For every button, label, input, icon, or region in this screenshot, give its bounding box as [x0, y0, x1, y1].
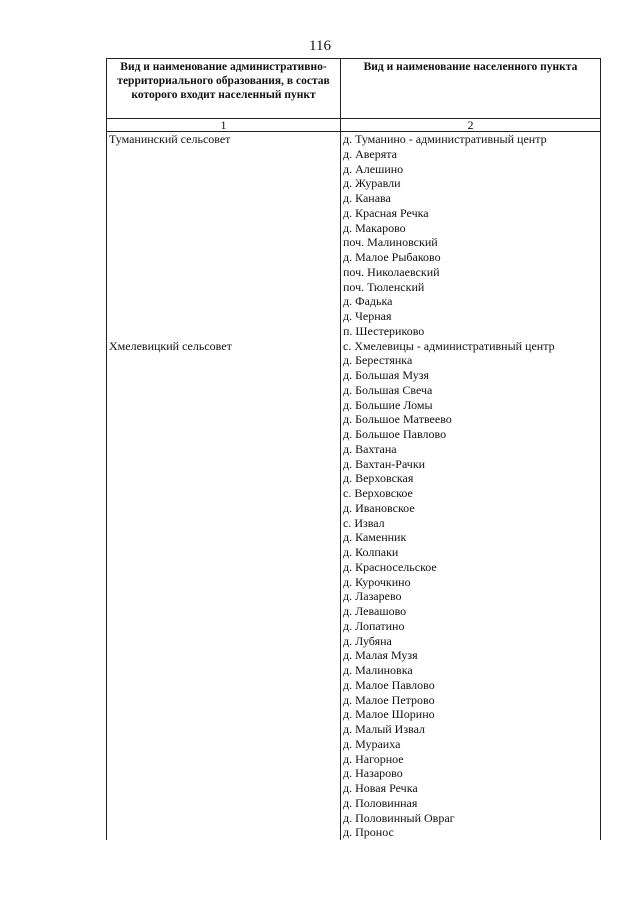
settlement-entry: д. Большие Ломы — [343, 397, 433, 412]
settlement-entry: д. Большое Павлово — [343, 427, 447, 441]
settlement-entry: с. Хмелевицы - административный центр — [343, 338, 555, 353]
settlement-entry: д. Назарово — [343, 766, 403, 781]
council-spacer — [109, 383, 340, 398]
column-number-2: 2 — [341, 119, 601, 132]
settlement-entry: д. Верховская — [343, 471, 414, 486]
council-spacer — [109, 221, 340, 236]
council-name: Туманинский сельсовет — [109, 132, 231, 146]
council-spacer — [109, 796, 340, 811]
settlement-entry: д. Макарово — [343, 220, 406, 235]
settlement-entry: д. Мураиха — [343, 736, 401, 751]
settlement-entry: д. Берестянка — [343, 353, 413, 368]
page-number: 116 — [309, 38, 331, 54]
settlement-entry: поч. Малиновский — [343, 235, 438, 250]
header-settlement: Вид и наименование населенного пункта — [341, 59, 601, 119]
settlement-entry: д. Колпаки — [343, 545, 399, 559]
council-column — [107, 132, 341, 841]
settlement-entry: д. Красная Речка — [343, 205, 429, 220]
council-spacer — [109, 471, 340, 486]
council-spacer — [109, 309, 340, 324]
settlement-entry: д. Вахтан-Рачки — [343, 456, 426, 471]
settlement-column — [341, 132, 601, 841]
council-spacer — [109, 368, 340, 383]
council-spacer — [109, 235, 340, 250]
council-spacer — [109, 427, 340, 442]
council-spacer — [109, 324, 340, 339]
council-spacer — [109, 766, 340, 781]
settlement-entry: д. Туманино - административный центр — [343, 132, 547, 146]
settlement-entry: д. Каменник — [343, 530, 407, 545]
settlement-entry: д. Малая Музя — [343, 648, 418, 663]
council-spacer — [109, 162, 340, 177]
council-spacer — [109, 707, 340, 722]
settlement-entry: д. Малый Извал — [343, 722, 426, 736]
council-name: Хмелевицкий сельсовет — [109, 338, 232, 353]
settlement-entry: д. Большое Матвеево — [343, 412, 452, 427]
council-spacer — [109, 693, 340, 708]
settlement-entry: д. Курочкино — [343, 574, 411, 589]
council-spacer — [109, 575, 340, 590]
council-spacer — [109, 737, 340, 752]
council-spacer — [109, 294, 340, 309]
settlement-entry: д. Фадька — [343, 294, 393, 309]
settlement-entry: поч. Николаевский — [343, 264, 440, 279]
settlement-entry: д. Малое Шорино — [343, 707, 435, 722]
council-spacer — [109, 825, 340, 840]
council-spacer — [109, 398, 340, 413]
council-spacer — [109, 678, 340, 693]
settlement-entry: д. Лазарево — [343, 589, 402, 604]
council-spacer — [109, 442, 340, 457]
council-spacer — [109, 353, 340, 368]
settlement-entry: д. Черная — [343, 309, 392, 323]
settlement-entry: д. Новая Речка — [343, 781, 418, 795]
council-spacer — [109, 634, 340, 649]
council-spacer — [109, 265, 340, 280]
settlement-entry: с. Верховское — [343, 486, 413, 500]
council-spacer — [109, 501, 340, 516]
council-spacer — [109, 604, 340, 619]
settlement-entry: д. Журавли — [343, 176, 401, 191]
council-spacer — [109, 516, 340, 531]
settlement-entry: д. Канава — [343, 191, 391, 205]
settlement-entry: д. Аверята — [343, 146, 397, 161]
council-spacer — [109, 191, 340, 206]
settlement-entry: д. Малиновка — [343, 663, 413, 677]
council-spacer — [109, 811, 340, 826]
council-spacer — [109, 560, 340, 575]
settlement-entry: д. Левашово — [343, 604, 407, 618]
settlement-entry: д. Алешино — [343, 161, 404, 176]
council-spacer — [109, 648, 340, 663]
council-spacer — [109, 619, 340, 634]
council-spacer — [109, 589, 340, 604]
settlement-entry: д. Нагорное — [343, 751, 404, 766]
council-spacer — [109, 147, 340, 162]
settlement-entry: д. Большая Свеча — [343, 382, 433, 397]
council-spacer — [109, 722, 340, 737]
settlement-entry: д. Пронос — [343, 825, 394, 840]
settlement-entry: д. Большая Музя — [343, 368, 430, 382]
header-admin-unit: Вид и наименование административно-территориального образования, в состав которого входит населенный пункт — [107, 59, 341, 119]
settlement-entry: д. Малое Петрово — [343, 692, 435, 707]
council-spacer — [109, 206, 340, 221]
settlement-entry: д. Красносельское — [343, 559, 437, 574]
settlements-table — [106, 58, 601, 840]
council-spacer — [109, 781, 340, 796]
council-spacer — [109, 250, 340, 265]
settlement-entry: п. Шестериково — [343, 323, 425, 338]
settlement-entry: д. Малое Рыбаково — [343, 250, 441, 264]
settlement-entry: д. Вахтана — [343, 441, 397, 456]
council-spacer — [109, 752, 340, 767]
column-number-1: 1 — [107, 119, 341, 132]
council-spacer — [109, 412, 340, 427]
council-spacer — [109, 457, 340, 472]
council-spacer — [109, 545, 340, 560]
council-spacer — [109, 176, 340, 191]
council-spacer — [109, 486, 340, 501]
settlement-entry: д. Лубяна — [343, 633, 392, 648]
council-spacer — [109, 663, 340, 678]
settlement-entry: д. Ивановское — [343, 500, 415, 515]
settlement-entry: д. Малое Павлово — [343, 677, 435, 692]
council-spacer — [109, 530, 340, 545]
council-spacer — [109, 280, 340, 295]
settlement-entry: с. Извал — [343, 515, 385, 530]
settlement-entry: д. Половинная — [343, 795, 418, 810]
settlement-entry: д. Лопатино — [343, 618, 405, 633]
settlement-entry: д. Половинный Овраг — [343, 810, 455, 825]
settlement-entry: поч. Тюленский — [343, 279, 425, 294]
